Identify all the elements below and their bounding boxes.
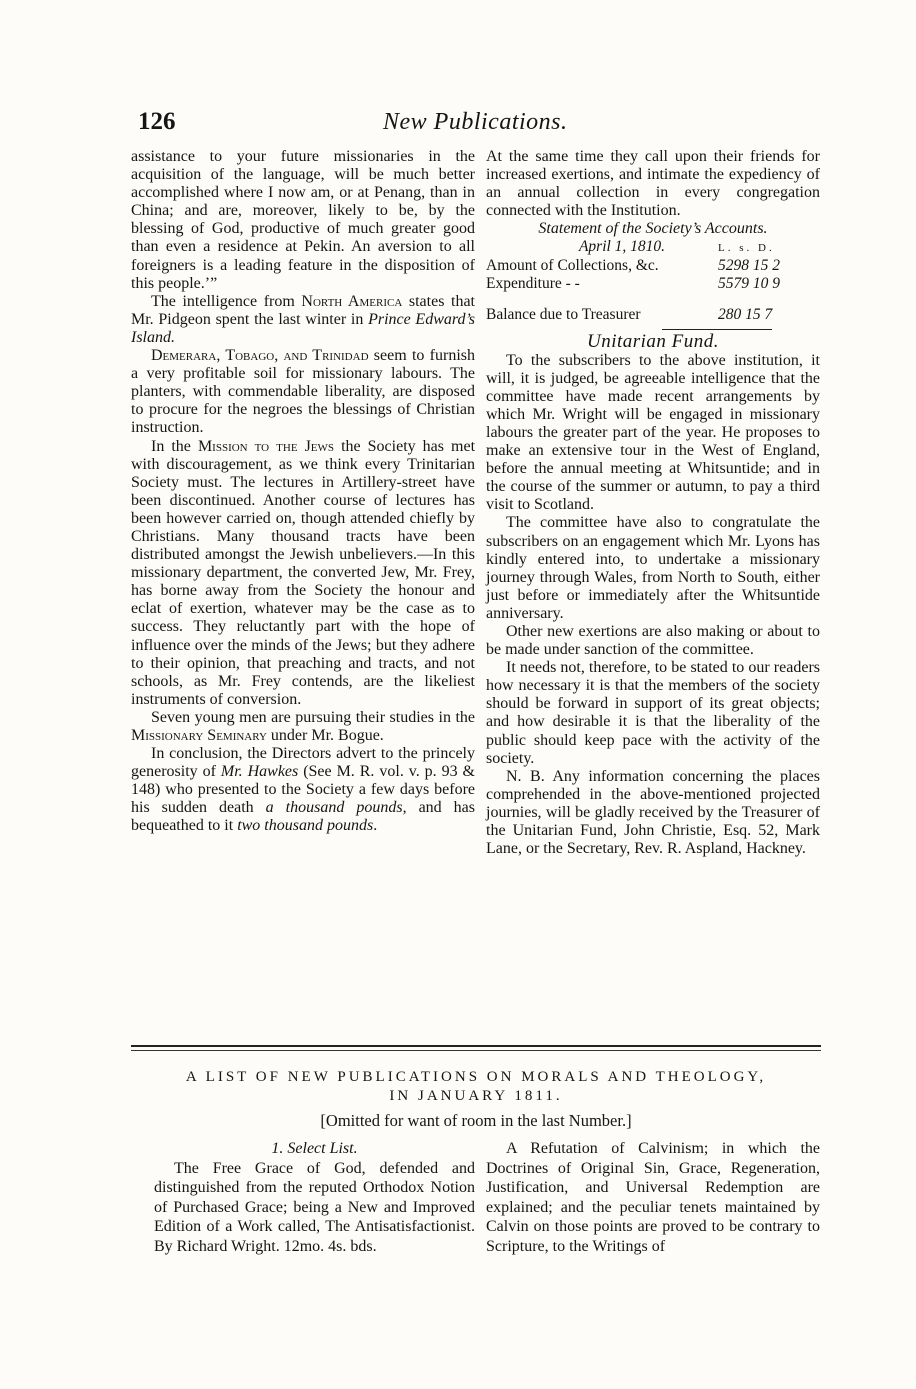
text-run: states that Mr. Pidgeon spent the last winter in [131,292,476,328]
accounts-table [486,238,820,324]
accounts-heading: Statement of the Society’s Accounts. [538,220,768,238]
balance-label: Balance due to Treasurer [486,305,641,323]
publication-entry: A Refutation of Calvinism; in which the Doctrines of Original Sin, Grace, Regeneration, Justification, and Universal Redemption are explained; and the peculiar tenets maintained by Calvin on those points are proved to be contrary to Scripture, to the Writings of [486,1140,820,1255]
paragraph-fund-3: Other new exertions are also making or about to be made under sanction of the committee. [486,622,820,659]
list-title-line: A LIST OF NEW PUBLICATIONS ON MORALS AND THEOLOGY, [185,1069,767,1085]
paragraph-conclusion [131,745,475,835]
place-name: Demerara, Tobago, and Trinidad [151,347,369,365]
accounts-row-label: Expenditure - - [486,275,580,293]
paragraph-north-america [131,293,475,347]
text-run: . [373,817,378,835]
accounts-balance-row [486,306,820,325]
left-column [131,148,475,836]
right-column [486,148,820,858]
text-run: (See M. R. vol. v. p. 93 & 148) who presented to the Society a few days before his sudden death [131,763,476,817]
fund-title: Unitarian Fund. [586,331,720,353]
omitted-note: [Omitted for want of room in the last Number.] [320,1111,632,1130]
list-right-column [486,1139,820,1256]
list-title [131,1068,821,1106]
section-divider [662,329,772,330]
accounts-row [486,257,820,276]
amount-italic: two thousand pounds [237,817,374,835]
accounts-row-label: Amount of Collections, &c. [486,256,659,274]
paragraph-fund-2: The committee have also to congratulate the subscribers on an engagement which Mr. Lyons has kindly entered into, to undertake a missionary journey through Wales, from North to South, either just before or immediately after the Whitsuntide anniversary. [486,514,820,622]
page-number: 126 [138,108,176,135]
text-run: under Mr. Bogue. [266,727,384,744]
select-list-label: Select List. [287,1140,358,1157]
person-name: Mr. Hawkes [220,763,299,781]
page-header [131,108,821,140]
section-rule [131,1045,821,1047]
paragraph-fund-4: It needs not, therefore, to be stated to our readers how necessary it is that the members of the society should be forward in support of its great objects; and how desirable it is that the liberality of the public should keep pace with the activity of the society. [486,659,820,767]
paragraph-demerara [131,347,475,437]
seminary-name: Missionary Seminary [131,727,267,744]
text-run: The intelligence from [151,292,302,310]
running-title: New Publications. [383,109,568,135]
list-left-column [154,1139,475,1256]
amount-italic: a thousand pounds [265,799,403,817]
text-run: seem to furnish a very profitable soil for missionary labours. The planters, with commendable liberality, are disposed to procure for the negroes the blessings of Christian instruction. [131,347,475,437]
place-name: North America [301,292,403,310]
paragraph-fund-1: To the subscribers to the above institution, it will, it is judged, be agreeable intelligence that the committee have made recent arrangements by which Mr. Wright will be engaged in missionary labours the greater part of the year. He proposes to make an extensive tour in the West of England, before the annual meeting at Whitsuntide; and in the course of the summer or autumn, to pay a third visit to Scotland. [486,351,820,514]
paragraph-seminary [131,709,475,745]
paragraph-fund-5: N. B. Any information concerning the places comprehended in the above-mentioned projected journies, will be gladly received by the Treasurer of the Unitarian Fund, John Christie, Esq. 52, Mark Lane, or the Secretary, Rev. R. Aspland, Hackney. [486,767,820,858]
paragraph-jews-mission [131,438,475,709]
accounts-row-amount: 5298 15 2 [718,256,780,274]
accounts-row [486,275,820,294]
mission-name: Mission to the Jews [197,437,335,455]
accounts-date: April 1, 1810. [578,238,666,256]
select-list-heading [154,1139,475,1159]
paragraph-china-letter: assistance to your future missionaries in the acquisition of the language, will be much better accomplished where I now am, or at Penang, than in China; and are, moreover, likely to be, by the blessing of God, productive of much greater good than even a residence at Pekin. An aversion to all foreigners is a leading feature in the disposition of this people.’” [131,148,475,292]
text-run: the Society has met with discouragement, as we think every Trinitarian Society must. The lectures in Artillery-street have been discontinued. Another course of lectures has been however carried on, though attended chiefly by Christians. Many thousand tracts have been distributed amongst the Jewish unbelievers.—In this missionary department, the converted Jew, Mr. Frey, has borne away from the Society the honour and eclat of exertion, whatever may be the case as to success. They reluctantly part with the hope of influence over the minds of the Jews; but they adhere to their opinion, that preaching and tracts, and not schools, as Mr. Frey contends, are the likeliest instruments of conversion. [131,437,476,708]
paragraph-collection-appeal: At the same time they call upon their friends for increased exertions, and intimate the expediency of an annual collection in every congregation connected with the Institution. [486,148,820,220]
accounts-row-amount: 5579 10 9 [718,275,780,293]
text-run: Seven young men are pursuing their studies in the [151,708,475,726]
balance-amount: 280 15 7 [718,305,773,323]
list-title-line: IN JANUARY 1811. [389,1088,563,1104]
text-run: , and has bequeathed to it [131,799,475,835]
section-rule [131,1050,821,1051]
accounts-date-row [486,238,820,257]
text-run: In conclusion, the Directors advert to the princely generosity of [131,745,475,781]
text-run: In the [151,437,198,455]
publication-entry: The Free Grace of God, defended and distinguished from the reputed Orthodox Notion of Purchased Grace; being a New and Improved Edition of a Work called, The Antisatisfactionist. By Richard Wright. 12mo. 4s. bds. [154,1159,475,1255]
place-name-italic: Prince Edward’s Island. [131,310,476,346]
select-list-number: 1. [271,1140,284,1157]
currency-heading: L. s. D. [718,242,775,255]
